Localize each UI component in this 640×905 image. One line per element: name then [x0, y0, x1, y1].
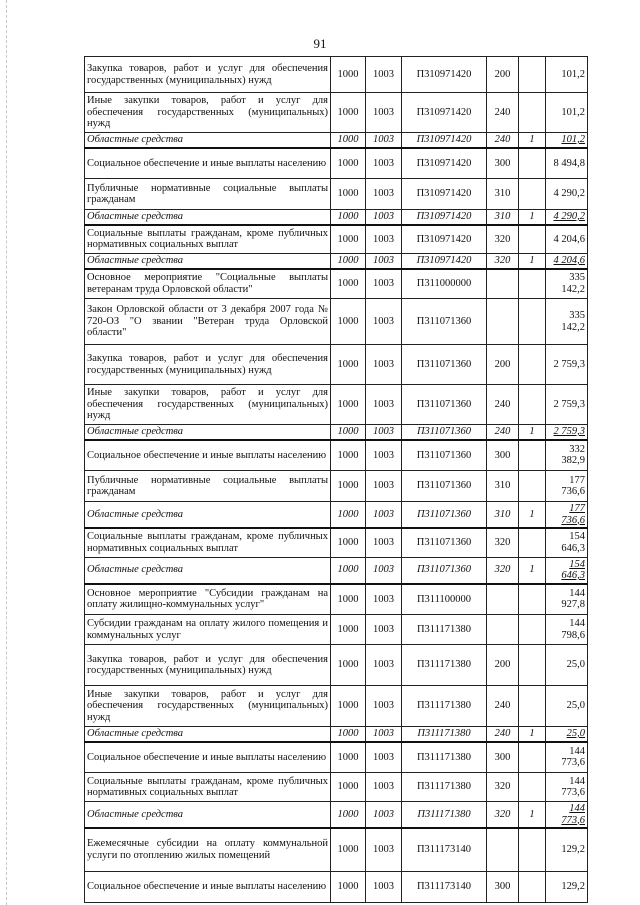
funding-source-cell: 1 [519, 210, 546, 225]
amount-cell: 2 759,3 [546, 425, 588, 440]
section-code-cell: 1000 [331, 269, 366, 299]
row-name-cell: Социальное обеспечение и иные выплаты населению [85, 148, 331, 179]
expense-type-cell: 300 [487, 148, 519, 179]
row-name-cell: Социальные выплаты гражданам, кроме публичных нормативных социальных выплат [85, 773, 331, 802]
table-row [85, 179, 588, 210]
subsection-code-cell: 1003 [366, 133, 402, 148]
target-article-cell: П311071360 [402, 425, 487, 440]
subsection-code-cell: 1003 [366, 686, 402, 727]
table-row-oblast-funds [85, 502, 588, 529]
expense-type-cell: 300 [487, 742, 519, 773]
amount-cell: 4 204,6 [546, 254, 588, 269]
target-article-cell: П310971420 [402, 225, 487, 254]
funding-source-cell [519, 93, 546, 133]
row-name-cell: Социальное обеспечение и иные выплаты населению [85, 871, 331, 902]
amount-cell: 101,2 [546, 133, 588, 148]
target-article-cell: П311000000 [402, 269, 487, 299]
row-name-cell: Социальные выплаты гражданам, кроме публичных нормативных социальных выплат [85, 528, 331, 557]
funding-source-cell: 1 [519, 425, 546, 440]
table-row [85, 57, 588, 93]
expense-type-cell: 300 [487, 440, 519, 471]
subsection-code-cell: 1003 [366, 773, 402, 802]
row-name-cell: Закупка товаров, работ и услуг для обеспечения государственных (муниципальных) нужд [85, 645, 331, 686]
table-row [85, 871, 588, 902]
target-article-cell: П310971420 [402, 254, 487, 269]
target-article-cell: П310971420 [402, 210, 487, 225]
section-code-cell: 1000 [331, 254, 366, 269]
table-row [85, 686, 588, 727]
expense-type-cell [487, 828, 519, 871]
expense-type-cell: 320 [487, 557, 519, 584]
expense-type-cell: 200 [487, 645, 519, 686]
table-row [85, 440, 588, 471]
expense-type-cell: 240 [487, 93, 519, 133]
target-article-cell: П311071360 [402, 385, 487, 425]
section-code-cell: 1000 [331, 210, 366, 225]
subsection-code-cell: 1003 [366, 502, 402, 529]
expense-type-cell: 320 [487, 773, 519, 802]
funding-source-cell: 1 [519, 502, 546, 529]
funding-source-cell [519, 225, 546, 254]
subsection-code-cell: 1003 [366, 742, 402, 773]
expense-type-cell: 200 [487, 57, 519, 93]
subsection-code-cell: 1003 [366, 802, 402, 829]
target-article-cell: П311071360 [402, 471, 487, 502]
amount-cell: 101,2 [546, 57, 588, 93]
row-name-cell: Иные закупки товаров, работ и услуг для обеспечения государственных (муниципальных) нужд [85, 93, 331, 133]
amount-cell: 8 494,8 [546, 148, 588, 179]
amount-cell: 4 204,6 [546, 225, 588, 254]
row-name-cell: Иные закупки товаров, работ и услуг для обеспечения государственных (муниципальных) нужд [85, 686, 331, 727]
funding-source-cell [519, 871, 546, 902]
funding-source-cell [519, 471, 546, 502]
row-name-cell: Публичные нормативные социальные выплаты гражданам [85, 471, 331, 502]
funding-source-cell: 1 [519, 802, 546, 829]
amount-cell: 25,0 [546, 686, 588, 727]
subsection-code-cell: 1003 [366, 557, 402, 584]
funding-source-cell [519, 584, 546, 615]
section-code-cell: 1000 [331, 148, 366, 179]
table-row-oblast-funds [85, 210, 588, 225]
funding-source-cell [519, 773, 546, 802]
funding-source-cell [519, 686, 546, 727]
row-name-cell: Закон Орловской области от 3 декабря 2007 года № 720-ОЗ "О звании "Ветеран труда Орловской области" [85, 299, 331, 345]
expense-type-cell: 240 [487, 727, 519, 742]
target-article-cell: П310971420 [402, 133, 487, 148]
target-article-cell: П310971420 [402, 179, 487, 210]
table-row-oblast-funds [85, 254, 588, 269]
row-name-cell: Социальное обеспечение и иные выплаты населению [85, 440, 331, 471]
table-row [85, 773, 588, 802]
funding-source-cell [519, 57, 546, 93]
funding-source-cell [519, 345, 546, 385]
amount-cell: 4 290,2 [546, 210, 588, 225]
section-code-cell: 1000 [331, 686, 366, 727]
funding-source-cell [519, 148, 546, 179]
table-row-oblast-funds [85, 727, 588, 742]
table-row [85, 828, 588, 871]
amount-cell: 2 759,3 [546, 345, 588, 385]
target-article-cell: П311071360 [402, 299, 487, 345]
target-article-cell: П311171380 [402, 742, 487, 773]
row-name-cell: Областные средства [85, 133, 331, 148]
expense-type-cell: 310 [487, 179, 519, 210]
amount-cell: 332 382,9 [546, 440, 588, 471]
amount-cell: 144 773,6 [546, 742, 588, 773]
expense-type-cell: 240 [487, 686, 519, 727]
table-row-oblast-funds [85, 557, 588, 584]
section-code-cell: 1000 [331, 93, 366, 133]
amount-cell: 154 646,3 [546, 528, 588, 557]
page-number: 91 [313, 36, 327, 51]
expense-type-cell: 320 [487, 802, 519, 829]
subsection-code-cell: 1003 [366, 93, 402, 133]
row-name-cell: Областные средства [85, 502, 331, 529]
expense-type-cell: 310 [487, 502, 519, 529]
expense-type-cell: 310 [487, 471, 519, 502]
funding-source-cell [519, 299, 546, 345]
subsection-code-cell: 1003 [366, 179, 402, 210]
row-name-cell: Социальное обеспечение и иные выплаты населению [85, 742, 331, 773]
target-article-cell: П311173140 [402, 828, 487, 871]
budget-table [84, 56, 588, 903]
amount-cell: 25,0 [546, 727, 588, 742]
expense-type-cell [487, 269, 519, 299]
funding-source-cell [519, 385, 546, 425]
expense-type-cell: 240 [487, 385, 519, 425]
subsection-code-cell: 1003 [366, 345, 402, 385]
section-code-cell: 1000 [331, 440, 366, 471]
expense-type-cell [487, 615, 519, 645]
amount-cell: 154 646,3 [546, 557, 588, 584]
amount-cell: 144 798,6 [546, 615, 588, 645]
expense-type-cell: 200 [487, 345, 519, 385]
table-row [85, 269, 588, 299]
subsection-code-cell: 1003 [366, 57, 402, 93]
section-code-cell: 1000 [331, 179, 366, 210]
row-name-cell: Областные средства [85, 254, 331, 269]
target-article-cell: П311171380 [402, 615, 487, 645]
amount-cell: 2 759,3 [546, 385, 588, 425]
table-row [85, 93, 588, 133]
target-article-cell: П311071360 [402, 557, 487, 584]
funding-source-cell [519, 742, 546, 773]
funding-source-cell [519, 528, 546, 557]
funding-source-cell [519, 645, 546, 686]
table-row [85, 345, 588, 385]
section-code-cell: 1000 [331, 425, 366, 440]
subsection-code-cell: 1003 [366, 528, 402, 557]
amount-cell: 4 290,2 [546, 179, 588, 210]
table-body [85, 57, 588, 903]
scan-edge-line [6, 0, 7, 905]
table-row [85, 528, 588, 557]
target-article-cell: П311171380 [402, 645, 487, 686]
funding-source-cell: 1 [519, 254, 546, 269]
amount-cell: 335 142,2 [546, 269, 588, 299]
expense-type-cell: 320 [487, 528, 519, 557]
subsection-code-cell: 1003 [366, 727, 402, 742]
amount-cell: 144 773,6 [546, 773, 588, 802]
section-code-cell: 1000 [331, 615, 366, 645]
funding-source-cell [519, 179, 546, 210]
funding-source-cell: 1 [519, 557, 546, 584]
section-code-cell: 1000 [331, 502, 366, 529]
target-article-cell: П311100000 [402, 584, 487, 615]
section-code-cell: 1000 [331, 528, 366, 557]
amount-cell: 177 736,6 [546, 502, 588, 529]
subsection-code-cell: 1003 [366, 385, 402, 425]
expense-type-cell: 320 [487, 254, 519, 269]
table-row [85, 645, 588, 686]
section-code-cell: 1000 [331, 645, 366, 686]
funding-source-cell [519, 615, 546, 645]
target-article-cell: П310971420 [402, 93, 487, 133]
row-name-cell: Основное мероприятие "Субсидии гражданам на оплату жилищно-коммунальных услуг" [85, 584, 331, 615]
subsection-code-cell: 1003 [366, 210, 402, 225]
expense-type-cell: 320 [487, 225, 519, 254]
amount-cell: 335 142,2 [546, 299, 588, 345]
table-row [85, 299, 588, 345]
expense-type-cell: 240 [487, 133, 519, 148]
amount-cell: 101,2 [546, 93, 588, 133]
expense-type-cell: 300 [487, 871, 519, 902]
table-row [85, 471, 588, 502]
section-code-cell: 1000 [331, 584, 366, 615]
amount-cell: 144 773,6 [546, 802, 588, 829]
target-article-cell: П310971420 [402, 57, 487, 93]
row-name-cell: Областные средства [85, 727, 331, 742]
row-name-cell: Закупка товаров, работ и услуг для обеспечения государственных (муниципальных) нужд [85, 345, 331, 385]
subsection-code-cell: 1003 [366, 254, 402, 269]
row-name-cell: Ежемесячные субсидии на оплату коммунальной услуги по отоплению жилых помещений [85, 828, 331, 871]
table-row-oblast-funds [85, 425, 588, 440]
section-code-cell: 1000 [331, 471, 366, 502]
table-row-oblast-funds [85, 802, 588, 829]
table-row [85, 615, 588, 645]
funding-source-cell [519, 440, 546, 471]
target-article-cell: П311171380 [402, 802, 487, 829]
section-code-cell: 1000 [331, 299, 366, 345]
section-code-cell: 1000 [331, 727, 366, 742]
section-code-cell: 1000 [331, 773, 366, 802]
expense-type-cell [487, 584, 519, 615]
target-article-cell: П311171380 [402, 686, 487, 727]
row-name-cell: Социальные выплаты гражданам, кроме публичных нормативных социальных выплат [85, 225, 331, 254]
target-article-cell: П311173140 [402, 871, 487, 902]
section-code-cell: 1000 [331, 385, 366, 425]
row-name-cell: Областные средства [85, 802, 331, 829]
subsection-code-cell: 1003 [366, 645, 402, 686]
amount-cell: 129,2 [546, 828, 588, 871]
target-article-cell: П311071360 [402, 440, 487, 471]
funding-source-cell [519, 269, 546, 299]
target-article-cell: П311071360 [402, 345, 487, 385]
target-article-cell: П311071360 [402, 502, 487, 529]
subsection-code-cell: 1003 [366, 440, 402, 471]
table-row [85, 225, 588, 254]
subsection-code-cell: 1003 [366, 871, 402, 902]
funding-source-cell: 1 [519, 727, 546, 742]
row-name-cell: Иные закупки товаров, работ и услуг для обеспечения государственных (муниципальных) нужд [85, 385, 331, 425]
expense-type-cell: 240 [487, 425, 519, 440]
subsection-code-cell: 1003 [366, 299, 402, 345]
amount-cell: 144 927,8 [546, 584, 588, 615]
funding-source-cell [519, 828, 546, 871]
table-row [85, 584, 588, 615]
section-code-cell: 1000 [331, 133, 366, 148]
section-code-cell: 1000 [331, 742, 366, 773]
table-row [85, 385, 588, 425]
row-name-cell: Закупка товаров, работ и услуг для обеспечения государственных (муниципальных) нужд [85, 57, 331, 93]
row-name-cell: Публичные нормативные социальные выплаты гражданам [85, 179, 331, 210]
funding-source-cell: 1 [519, 133, 546, 148]
row-name-cell: Областные средства [85, 425, 331, 440]
target-article-cell: П311171380 [402, 727, 487, 742]
subsection-code-cell: 1003 [366, 148, 402, 179]
table-row-oblast-funds [85, 133, 588, 148]
table-row [85, 148, 588, 179]
expense-type-cell: 310 [487, 210, 519, 225]
section-code-cell: 1000 [331, 828, 366, 871]
amount-cell: 129,2 [546, 871, 588, 902]
section-code-cell: 1000 [331, 345, 366, 385]
expense-type-cell [487, 299, 519, 345]
subsection-code-cell: 1003 [366, 425, 402, 440]
row-name-cell: Субсидии гражданам на оплату жилого помещения и коммунальных услуг [85, 615, 331, 645]
row-name-cell: Основное мероприятие "Социальные выплаты ветеранам труда Орловской области" [85, 269, 331, 299]
row-name-cell: Областные средства [85, 557, 331, 584]
target-article-cell: П311171380 [402, 773, 487, 802]
amount-cell: 177 736,6 [546, 471, 588, 502]
subsection-code-cell: 1003 [366, 615, 402, 645]
subsection-code-cell: 1003 [366, 269, 402, 299]
section-code-cell: 1000 [331, 57, 366, 93]
table-row [85, 742, 588, 773]
row-name-cell: Областные средства [85, 210, 331, 225]
section-code-cell: 1000 [331, 802, 366, 829]
section-code-cell: 1000 [331, 871, 366, 902]
target-article-cell: П310971420 [402, 148, 487, 179]
amount-cell: 25,0 [546, 645, 588, 686]
target-article-cell: П311071360 [402, 528, 487, 557]
subsection-code-cell: 1003 [366, 584, 402, 615]
subsection-code-cell: 1003 [366, 828, 402, 871]
section-code-cell: 1000 [331, 225, 366, 254]
section-code-cell: 1000 [331, 557, 366, 584]
subsection-code-cell: 1003 [366, 225, 402, 254]
subsection-code-cell: 1003 [366, 471, 402, 502]
